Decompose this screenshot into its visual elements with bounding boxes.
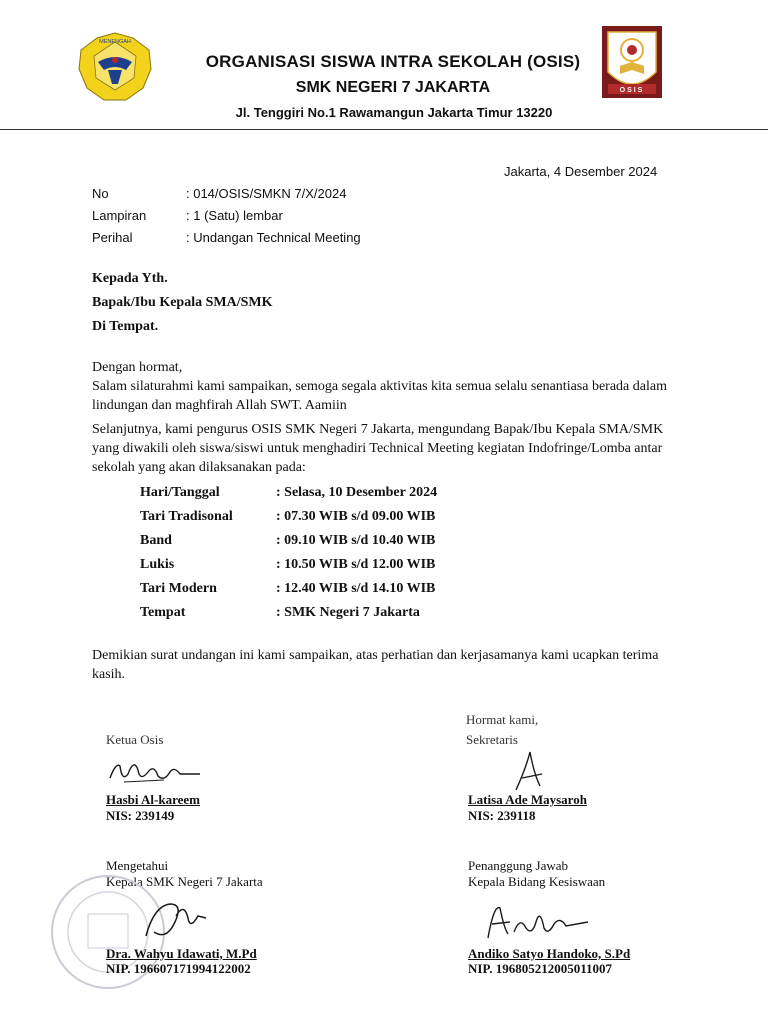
nip-kepala-sekolah: NIP. 196607171994122002 xyxy=(106,961,251,976)
emblem-left-text: MENENGAH xyxy=(99,39,131,45)
schedule-value: : 10.50 WIB s/d 12.00 WIB xyxy=(276,557,436,572)
kepala-sekolah-title: Kepala SMK Negeri 7 Jakarta xyxy=(106,874,263,889)
letter-date: Jakarta, 4 Desember 2024 xyxy=(504,164,658,179)
meta-label: No xyxy=(92,186,109,201)
schedule-value: : 12.40 WIB s/d 14.10 WIB xyxy=(276,581,436,596)
name-ketua-osis: Hasbi Al-kareem xyxy=(106,792,201,807)
schedule-value: : 09.10 WIB s/d 10.40 WIB xyxy=(276,533,436,548)
recipient-line-1: Kepada Yth. xyxy=(92,271,168,286)
closing-paragraph: Demikian surat undangan ini kami sampaikan, atas perhatian dan kerjasamanya kami ucapkan terima kasih. xyxy=(92,648,659,682)
meta-label: Perihal xyxy=(92,230,133,245)
paragraph-2: Selanjutnya, kami pengurus OSIS SMK Negeri 7 Jakarta, mengundang Bapak/Ibu Kepala SMA/SMK yang diwakili oleh siswa/siswi untuk menghadiri Technical Meeting kegiatan Indofringe/Lomba antar sekolah yang akan dilaksanakan pada: xyxy=(92,422,664,475)
schedule-label: Band xyxy=(140,533,172,548)
mengetahui: Mengetahui xyxy=(106,858,169,873)
nip-kabid-kesiswaan: NIP. 196805212005011007 xyxy=(468,961,612,976)
role-sekretaris: Sekretaris xyxy=(466,732,518,747)
kepala-bidang-title: Kepala Bidang Kesiswaan xyxy=(468,874,606,889)
meta-row-lampiran xyxy=(92,208,283,223)
signature-ketua-osis xyxy=(104,752,214,797)
meta-value: : Undangan Technical Meeting xyxy=(186,230,361,245)
schedule-label: Lukis xyxy=(140,557,175,572)
signature-kepala-sekolah xyxy=(140,896,210,953)
name-kabid-kesiswaan: Andiko Satyo Handoko, S.Pd xyxy=(468,946,631,961)
schedule-label: Tari Tradisonal xyxy=(140,509,233,524)
meta-value: : 1 (Satu) lembar xyxy=(186,208,283,223)
greeting: Dengan hormat, xyxy=(92,360,183,375)
handwritten-signature-icon xyxy=(104,752,214,792)
nis-ketua-osis: NIS: 239149 xyxy=(106,808,175,823)
header-divider xyxy=(0,129,768,130)
name-sekretaris: Latisa Ade Maysaroh xyxy=(468,792,587,807)
recipient-line-2: Bapak/Ibu Kepala SMA/SMK xyxy=(92,295,273,310)
school-address: Jl. Tenggiri No.1 Rawamangun Jakarta Timur 13220 xyxy=(235,105,553,120)
signature-kabid-kesiswaan xyxy=(484,898,594,949)
meta-value: : 014/OSIS/SMKN 7/X/2024 xyxy=(186,186,347,201)
schedule-label: Tempat xyxy=(140,605,186,620)
meta-row-no xyxy=(92,186,346,201)
recipient-line-3: Di Tempat. xyxy=(92,319,159,334)
paragraph-1: Salam silaturahmi kami sampaikan, semoga segala aktivitas kita semua selalu senantiasa berada dalam lindungan dan maghfirah Allah SWT. Aamiin xyxy=(92,379,667,413)
penanggung-jawab: Penanggung Jawab xyxy=(468,858,569,873)
name-kepala-sekolah: Dra. Wahyu Idawati, M.Pd xyxy=(106,946,257,961)
meta-label: Lampiran xyxy=(92,208,147,223)
schedule-label: Hari/Tanggal xyxy=(140,485,220,500)
schedule-row xyxy=(140,485,437,501)
schedule-row xyxy=(140,557,435,573)
handwritten-signature-icon xyxy=(512,748,552,794)
schedule-value: : 07.30 WIB s/d 09.00 WIB xyxy=(276,509,436,524)
schedule-row xyxy=(140,581,435,597)
hormat-kami: Hormat kami, xyxy=(466,712,539,727)
role-ketua-osis: Ketua Osis xyxy=(106,732,164,747)
schedule-value: : Selasa, 10 Desember 2024 xyxy=(276,485,438,500)
schedule-row xyxy=(140,533,435,549)
schedule-label: Tari Modern xyxy=(140,581,217,596)
emblem-right-text: OSIS xyxy=(619,87,645,94)
handwritten-signature-icon xyxy=(484,898,594,944)
meta-row-perihal xyxy=(92,230,361,245)
school-name: SMK NEGERI 7 JAKARTA xyxy=(295,79,491,96)
schedule-row xyxy=(140,605,420,621)
schedule-row xyxy=(140,509,435,525)
org-title: ORGANISASI SISWA INTRA SEKOLAH (OSIS) xyxy=(205,52,581,71)
handwritten-signature-icon xyxy=(140,896,210,948)
nis-sekretaris: NIS: 239118 xyxy=(468,808,536,823)
schedule-value: : SMK Negeri 7 Jakarta xyxy=(276,605,420,620)
